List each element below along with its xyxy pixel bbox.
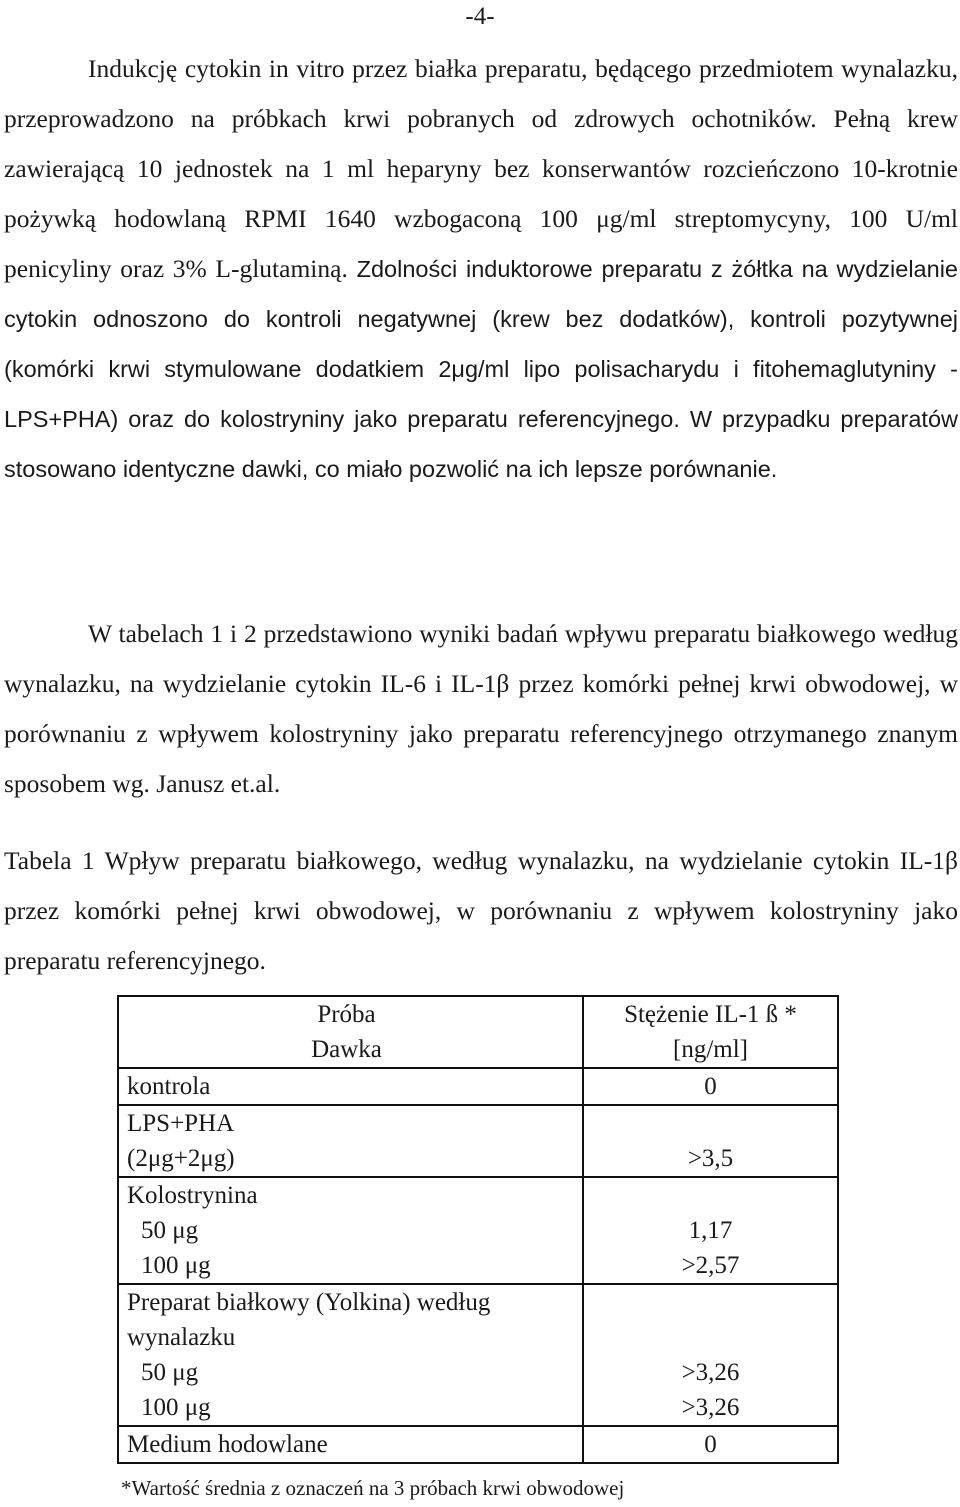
row-value-line: 1,17 — [688, 1217, 733, 1244]
paragraph-1-part-a: Indukcję cytokin in vitro przez białka preparatu, będącego przedmiotem wynalazku, przeprowadzono na próbkach krwi pobranych od zdrowych ochotników. Pełną krew zawierającą 10 jednostek na 1 ml heparyny bez konserwantów rozcieńczono 10-krotnie pożywką hodowlaną RPMI 1640 wzbogaconą 100 μg/ml streptomycyny, 100 U/ml penicyliny oraz 3% L-glutaminą. — [4, 54, 958, 283]
row-dose: 50 μg — [141, 1217, 199, 1244]
row-label: Medium hodowlane — [118, 1426, 583, 1463]
row-value-line: >3,26 — [681, 1359, 740, 1386]
table-footnote: *Wartość średnia z oznaczeń na 3 próbach krwi obwodowej — [121, 1476, 625, 1500]
header-concentration-unit: [ng/ml] — [673, 1036, 748, 1063]
row-label: kontrola — [118, 1068, 583, 1105]
page-number: -4- — [465, 3, 495, 30]
row-dose: 100 μg — [141, 1394, 211, 1421]
table-row — [118, 1105, 838, 1177]
header-sample: Próba — [317, 1001, 376, 1028]
results-table — [117, 995, 839, 1464]
row-dose: 50 μg — [141, 1359, 199, 1386]
table-row — [118, 1284, 838, 1426]
row-label-line: (2μg+2μg) — [127, 1145, 235, 1172]
table-header-row — [118, 996, 838, 1068]
row-value: 0 — [583, 1068, 838, 1105]
table-row — [118, 1426, 838, 1463]
paragraph-1 — [4, 44, 958, 494]
paragraph-1-part-b: Zdolności induktorowe preparatu z żółtka na wydzielanie cytokin odnoszono do kontroli negatywnej (krew bez dodatków), kontroli pozytywnej (komórki krwi stymulowane dodatkiem 2μg/ml lipo polisacharydu i fitohemaglutyniny - LPS+PHA) oraz do kolostryniny jako preparatu referencyjnego. W przypadku preparatów stosowano identyczne dawki, co miało pozwolić na ich lepsze porównanie. — [4, 256, 958, 482]
row-value — [583, 1284, 838, 1426]
row-label-line: LPS+PHA — [127, 1110, 235, 1137]
paragraph-2: W tabelach 1 i 2 przedstawiono wyniki badań wpływu preparatu białkowego według wynalazku, na wydzielanie cytokin IL-6 i IL-1β przez komórki pełnej krwi obwodowej, w porównaniu z wpływem kolostryniny jako preparatu referencyjnego otrzymanego znanym sposobem wg. Janusz et.al. — [4, 619, 958, 798]
row-label — [118, 1177, 583, 1284]
row-label — [118, 1284, 583, 1426]
header-concentration-label: Stężenie IL-1 ß * — [624, 1001, 797, 1028]
row-label-line: Kolostrynina — [127, 1182, 258, 1209]
row-value-line: >3,26 — [681, 1394, 740, 1421]
table-row — [118, 1177, 838, 1284]
table-caption: Tabela 1 Wpływ preparatu białkowego, według wynalazku, na wydzielanie cytokin IL-1β przez komórki pełnej krwi obwodowej, w porównaniu z wpływem kolostryniny jako preparatu referencyjnego. — [4, 846, 958, 975]
table-row — [118, 1068, 838, 1105]
header-sample-dose — [118, 996, 583, 1068]
header-dose: Dawka — [311, 1036, 382, 1063]
row-label-line: Preparat białkowy (Yolkina) według — [127, 1289, 491, 1316]
row-label-line: wynalazku — [127, 1324, 236, 1351]
row-dose: 100 μg — [141, 1252, 211, 1279]
row-value: >3,5 — [583, 1105, 838, 1177]
row-value: 0 — [583, 1426, 838, 1463]
row-label — [118, 1105, 583, 1177]
row-value — [583, 1177, 838, 1284]
header-concentration — [583, 996, 838, 1068]
row-value-line: >2,57 — [681, 1252, 740, 1279]
